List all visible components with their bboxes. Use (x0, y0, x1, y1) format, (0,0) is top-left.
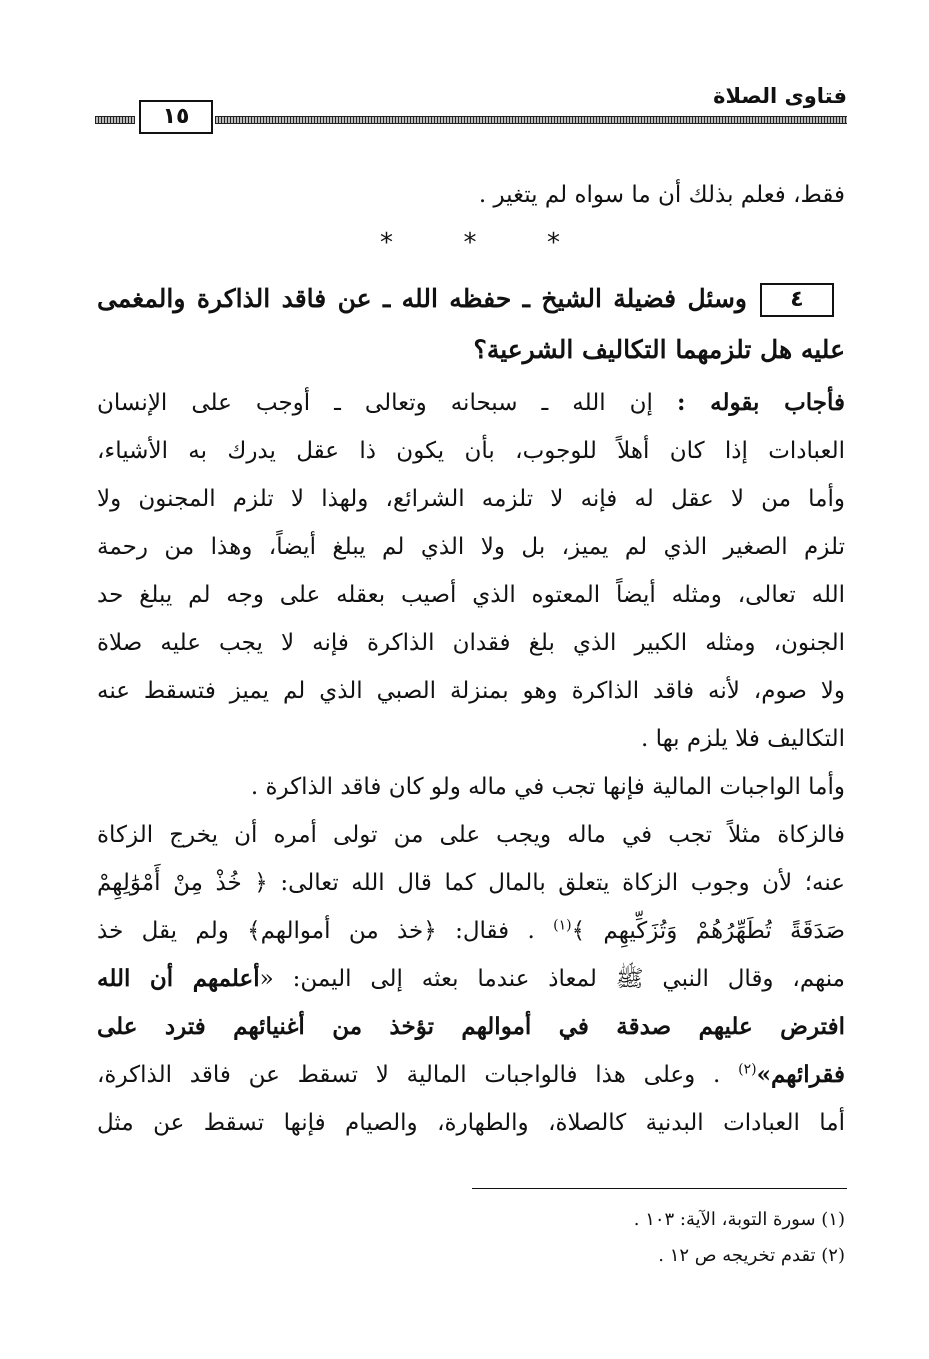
para2-line-5 (97, 964, 845, 994)
answer-label: فأجاب بقوله : (676, 389, 845, 416)
footnote-ref-2[interactable]: (٢) (738, 1061, 757, 1078)
hadith-line: افترض عليهم صدقة في أموالهم تؤخذ من أغنيائهم فترد على (97, 1013, 845, 1040)
answer-line-8: التكاليف فلا يلزم بها . (640, 726, 845, 752)
page-number: ١٥ (139, 100, 213, 134)
header-rule (215, 116, 847, 124)
header-rule-left (95, 116, 135, 124)
separator-star: * (380, 228, 393, 258)
question-number: ٤ (760, 283, 834, 317)
para2-line-1: وأما الواجبات المالية فإنها تجب في ماله ولو كان فاقد الذاكرة . (250, 774, 845, 800)
answer-line-3: وأما من لا عقل له فإنه لا تلزمه الشرائع، ولهذا لا تلزم المجنون ولا (97, 486, 846, 512)
quran-verse: صَدَقَةً تُطَهِّرُهُمْ وَتُزَكِّيهِم ﴾ (571, 918, 845, 944)
para2-line-5-text: منهم، وقال النبي ﷺ لمعاذ عندما بعثه إلى اليمن: « (259, 966, 845, 992)
para2-line-4 (97, 916, 845, 946)
answer-line-2: العبادات إذا كان أهلاً للوجوب، بأن يكون ذا عقل يدرك به الأشياء، (97, 438, 845, 464)
para2-line-7 (97, 1060, 845, 1090)
para2-line-7-rest: . وعلى هذا فالواجبات المالية لا تسقط عن فاقد الذاكرة، (97, 1062, 721, 1088)
para2-line-8: أما العبادات البدنية كالصلاة، والطهارة، والصيام فإنها تسقط عن مثل (97, 1110, 845, 1136)
separator-star: * (547, 228, 560, 258)
footnote-divider (472, 1188, 847, 1189)
footnote-ref-1[interactable]: (١) (553, 917, 572, 934)
question-line-1: وسئل فضيلة الشيخ ـ حفظه الله ـ عن فاقد الذاكرة والمغمى (97, 284, 747, 313)
section-separator (380, 228, 560, 258)
page-header (95, 84, 847, 132)
answer-line-6: الجنون، ومثله الكبير الذي بلغ فقدان الذاكرة فإنه لا يجب عليه صلاة (97, 630, 845, 656)
answer-line-4: تلزم الصغير الذي لم يميز، بل ولا الذي لم يبلغ أيضاً، وهذا من رحمة (97, 534, 845, 560)
answer-line-7: ولا صوم، لأنه فاقد الذاكرة وهو بمنزلة الصبي الذي لم يميز فتسقط عنه (97, 678, 845, 704)
answer-line-1 (97, 388, 845, 418)
answer-line-5: الله تعالى، ومثله أيضاً المعتوه الذي أصيب بعقله على وجه لم يبلغ حد (97, 582, 845, 608)
running-title: فتاوى الصلاة (713, 84, 847, 108)
para2-line-2: فالزكاة مثلاً تجب في ماله ويجب على من تولى أمره أن يخرج الزكاة (97, 822, 845, 848)
para2-line-4-rest: . فقال: ﴿خذ من أموالهم﴾ ولم يقل خذ (97, 918, 535, 944)
answer-text: إن الله ـ سبحانه وتعالى ـ أوجب على الإنسان (97, 390, 653, 416)
footnote-2: (٢) تقدم تخريجه ص ١٢ . (658, 1245, 845, 1266)
footnote-1: (١) سورة التوبة، الآية: ١٠٣ . (633, 1209, 845, 1230)
continuation-line: فقط، فعلم بذلك أن ما سواه لم يتغير . (478, 182, 845, 208)
para2-line-3: عنه؛ لأن وجوب الزكاة يتعلق بالمال كما قال الله تعالى: ﴿ خُذْ مِنْ أَمْوَٰلِهِمْ (97, 870, 845, 896)
hadith-text-end: فقرائهم» (756, 1061, 845, 1088)
separator-star: * (463, 228, 477, 258)
hadith-text-start: أعلمهم أن الله (97, 965, 260, 992)
question-line-2: عليه هل تلزمهما التكاليف الشرعية؟ (473, 335, 845, 364)
